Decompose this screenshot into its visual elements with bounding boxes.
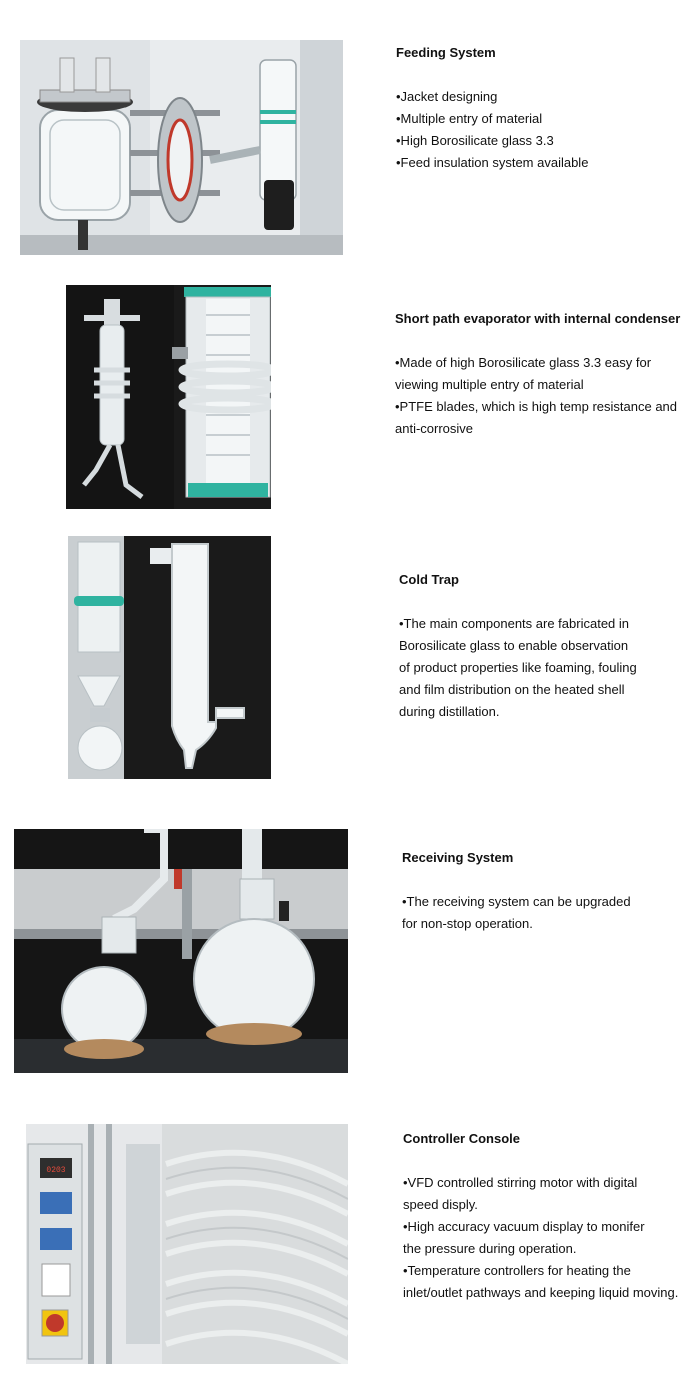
evaporator-text [395, 308, 680, 440]
feature-line: the pressure during operation. [403, 1241, 577, 1256]
feature-line: and film distribution on the heated shell [399, 682, 625, 697]
feature-line: of product properties like foaming, fouling [399, 660, 637, 675]
feature-line: •Feed insulation system available [396, 155, 589, 170]
feature-line: •High accuracy vacuum display to monifer [403, 1219, 645, 1234]
feature-line: Borosilicate glass to enable observation [399, 638, 629, 653]
feeding-system-photo [20, 40, 343, 255]
feature-line: viewing multiple entry of material [395, 377, 584, 392]
section-heading: Feeding System [396, 45, 496, 60]
feeding-system-text [396, 42, 588, 174]
cold-trap-text [399, 569, 637, 723]
feature-line: •VFD controlled stirring motor with digital [403, 1175, 638, 1190]
feature-line: •PTFE blades, which is high temp resistance and [395, 399, 678, 414]
cold-trap-photo [68, 536, 271, 779]
feature-line: for non-stop operation. [402, 916, 533, 931]
evaporator-photo [66, 285, 271, 509]
section-heading: Short path evaporator with internal condenser [395, 311, 681, 326]
controller-console-photo [26, 1124, 348, 1364]
controller-console-text [403, 1128, 678, 1304]
feature-line: •The main components are fabricated in [399, 616, 630, 631]
feature-line: •Temperature controllers for heating the [403, 1263, 631, 1278]
feature-line: speed disply. [403, 1197, 478, 1212]
feature-line: •Jacket designing [396, 89, 498, 104]
feature-line: •Multiple entry of material [396, 111, 543, 126]
receiving-system-photo [14, 829, 348, 1073]
feature-line: •Made of high Borosilicate glass 3.3 easy for [395, 355, 652, 370]
feature-line: •High Borosilicate glass 3.3 [396, 133, 554, 148]
receiving-system-text [402, 847, 631, 935]
section-heading: Receiving System [402, 850, 514, 865]
feature-line: during distillation. [399, 704, 500, 719]
feature-line: •The receiving system can be upgraded [402, 894, 631, 909]
feature-line: anti-corrosive [395, 421, 474, 436]
section-heading: Cold Trap [399, 572, 459, 587]
svg-text:0203: 0203 [46, 1166, 66, 1175]
section-heading: Controller Console [403, 1131, 521, 1146]
feature-line: inlet/outlet pathways and keeping liquid moving. [403, 1285, 679, 1300]
